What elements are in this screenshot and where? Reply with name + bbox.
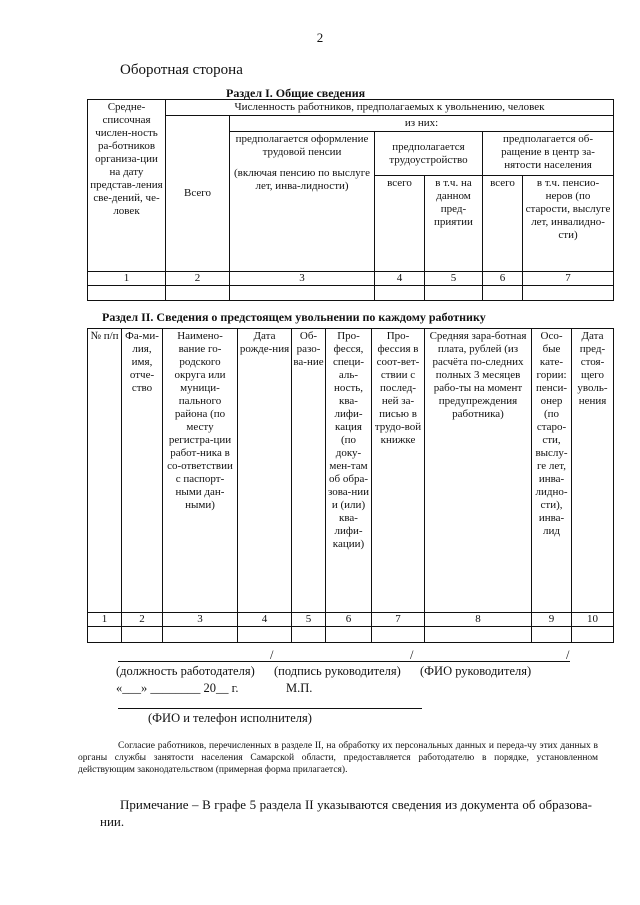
page-number: 2 [316, 30, 324, 45]
pension-header: предполагается оформление трудовой пенсии [235, 133, 369, 158]
s1-colnum: 3 [230, 272, 375, 286]
s2-header: Про-фесся, специ-аль-ность, ква-лифи-кация (по доку-мен-там об обра-зова-нии и (или) ква-лифи-кации) [326, 329, 372, 613]
employer-position-label: (должность работодателя) [116, 664, 255, 678]
stamp-label: М.П. [286, 681, 313, 695]
col1-header: Средне-списочная числен-ность ра-ботников организа-ции на дату представ-ления све-дений, че-ловек [88, 100, 166, 272]
of-which-header: из них: [230, 116, 614, 132]
s1-empty-cell[interactable] [230, 286, 375, 301]
s2-empty-cell[interactable] [372, 627, 425, 643]
s1-colnum: 4 [375, 272, 425, 286]
s2-header: Осо-бые кате-гории: пенси-онер (по старо-сти, выслу-ге лет, инва-лидно-сти), инва-лид [532, 329, 572, 613]
s2-colnum: 2 [122, 613, 163, 627]
section2-table [87, 328, 614, 643]
signature-line [118, 661, 570, 662]
s2-header: Средняя зара-ботная плата, рублей (из расчёта по-следних полных 3 месяцев рабо-ты на момент предупреждения работника) [425, 329, 532, 613]
s2-colnum: 7 [372, 613, 425, 627]
s2-colnum: 10 [572, 613, 614, 627]
date-line: «___» ________ 20__ г. [116, 681, 239, 695]
s1-colnum: 2 [166, 272, 230, 286]
s1-colnum: 1 [88, 272, 166, 286]
s2-header: Про-фессия в соот-вет-ствии с послед-ней за-писью в трудо-вой книжке [372, 329, 425, 613]
section2-title: Раздел II. Сведения о предстоящем увольнении по каждому работнику [102, 310, 486, 324]
consent-text: Согласие работников, перечисленных в разделе II, на обработку их персональных данных и переда-чу этих данных в органы службы занятости населения Самарской области, предоставляется работодателю в порядке, установленном действующим законодательством (примерная форма прилагается). [78, 741, 598, 775]
s2-empty-cell[interactable] [292, 627, 326, 643]
s2-header: Дата пред-стоя-щего уволь-нения [572, 329, 614, 613]
s2-header: Об-разо-ва-ние [292, 329, 326, 613]
center-total: всего [483, 176, 523, 272]
signature-slash: / [410, 648, 414, 662]
employment-here: в т.ч. на данном пред-приятии [425, 176, 483, 272]
s2-header: Наимено-вание го-родского округа или муници-пального района (по месту регистра-ции работ-ника в со-ответствии с паспорт-ными дан-ными) [163, 329, 238, 613]
s2-empty-cell[interactable] [572, 627, 614, 643]
s2-colnum: 5 [292, 613, 326, 627]
head-name-label: (ФИО руководителя) [420, 664, 532, 678]
s2-colnum: 6 [326, 613, 372, 627]
s1-colnum: 6 [483, 272, 523, 286]
s1-empty-cell[interactable] [166, 286, 230, 301]
s2-colnum: 1 [88, 613, 122, 627]
employment-total: всего [375, 176, 425, 272]
s2-colnum: 8 [425, 613, 532, 627]
s2-colnum: 3 [163, 613, 238, 627]
s1-colnum: 7 [523, 272, 614, 286]
s1-empty-cell[interactable] [375, 286, 425, 301]
s2-colnum: 4 [238, 613, 292, 627]
s2-colnum: 9 [532, 613, 572, 627]
s2-empty-cell[interactable] [326, 627, 372, 643]
s2-empty-cell[interactable] [532, 627, 572, 643]
total-header: Всего [166, 116, 230, 272]
s2-header: Фа-ми-лия, имя, отче-ство [122, 329, 163, 613]
center-pension: в т.ч. пенсио-неров (по старости, выслуге лет, инвалидно-сти) [523, 176, 614, 272]
section1-table [87, 99, 614, 301]
pension-note: (включая пенсию по выслуге лет, инва-лидности) [234, 167, 370, 192]
section1-title: Раздел I. Общие сведения [226, 86, 366, 100]
executor-label: (ФИО и телефон исполнителя) [148, 711, 312, 725]
s2-header: Дата рожде-ния [238, 329, 292, 613]
side-title: Оборотная сторона [120, 62, 243, 78]
s2-empty-cell[interactable] [238, 627, 292, 643]
s1-empty-cell[interactable] [88, 286, 166, 301]
s1-empty-cell[interactable] [483, 286, 523, 301]
s2-empty-cell[interactable] [88, 627, 122, 643]
note-text: Примечание – В графе 5 раздела II указываются сведения из документа об образова-нии. [100, 797, 592, 829]
executor-line [118, 708, 422, 709]
s1-empty-cell[interactable] [523, 286, 614, 301]
s2-empty-cell[interactable] [122, 627, 163, 643]
s1-empty-cell[interactable] [425, 286, 483, 301]
group-header: Численность работников, предполагаемых к увольнению, человек [166, 100, 614, 116]
pension-cell [230, 132, 375, 272]
head-signature-label: (подпись руководителя) [274, 664, 401, 678]
signature-slash: / [270, 648, 274, 662]
s2-header: № п/п [88, 329, 122, 613]
employment-header: предполагается трудоустройство [375, 132, 483, 176]
s2-empty-cell[interactable] [425, 627, 532, 643]
signature-slash: / [566, 648, 570, 662]
s1-colnum: 5 [425, 272, 483, 286]
s2-empty-cell[interactable] [163, 627, 238, 643]
center-header: предполагается об-ращение в центр за-нятости населения [483, 132, 614, 176]
